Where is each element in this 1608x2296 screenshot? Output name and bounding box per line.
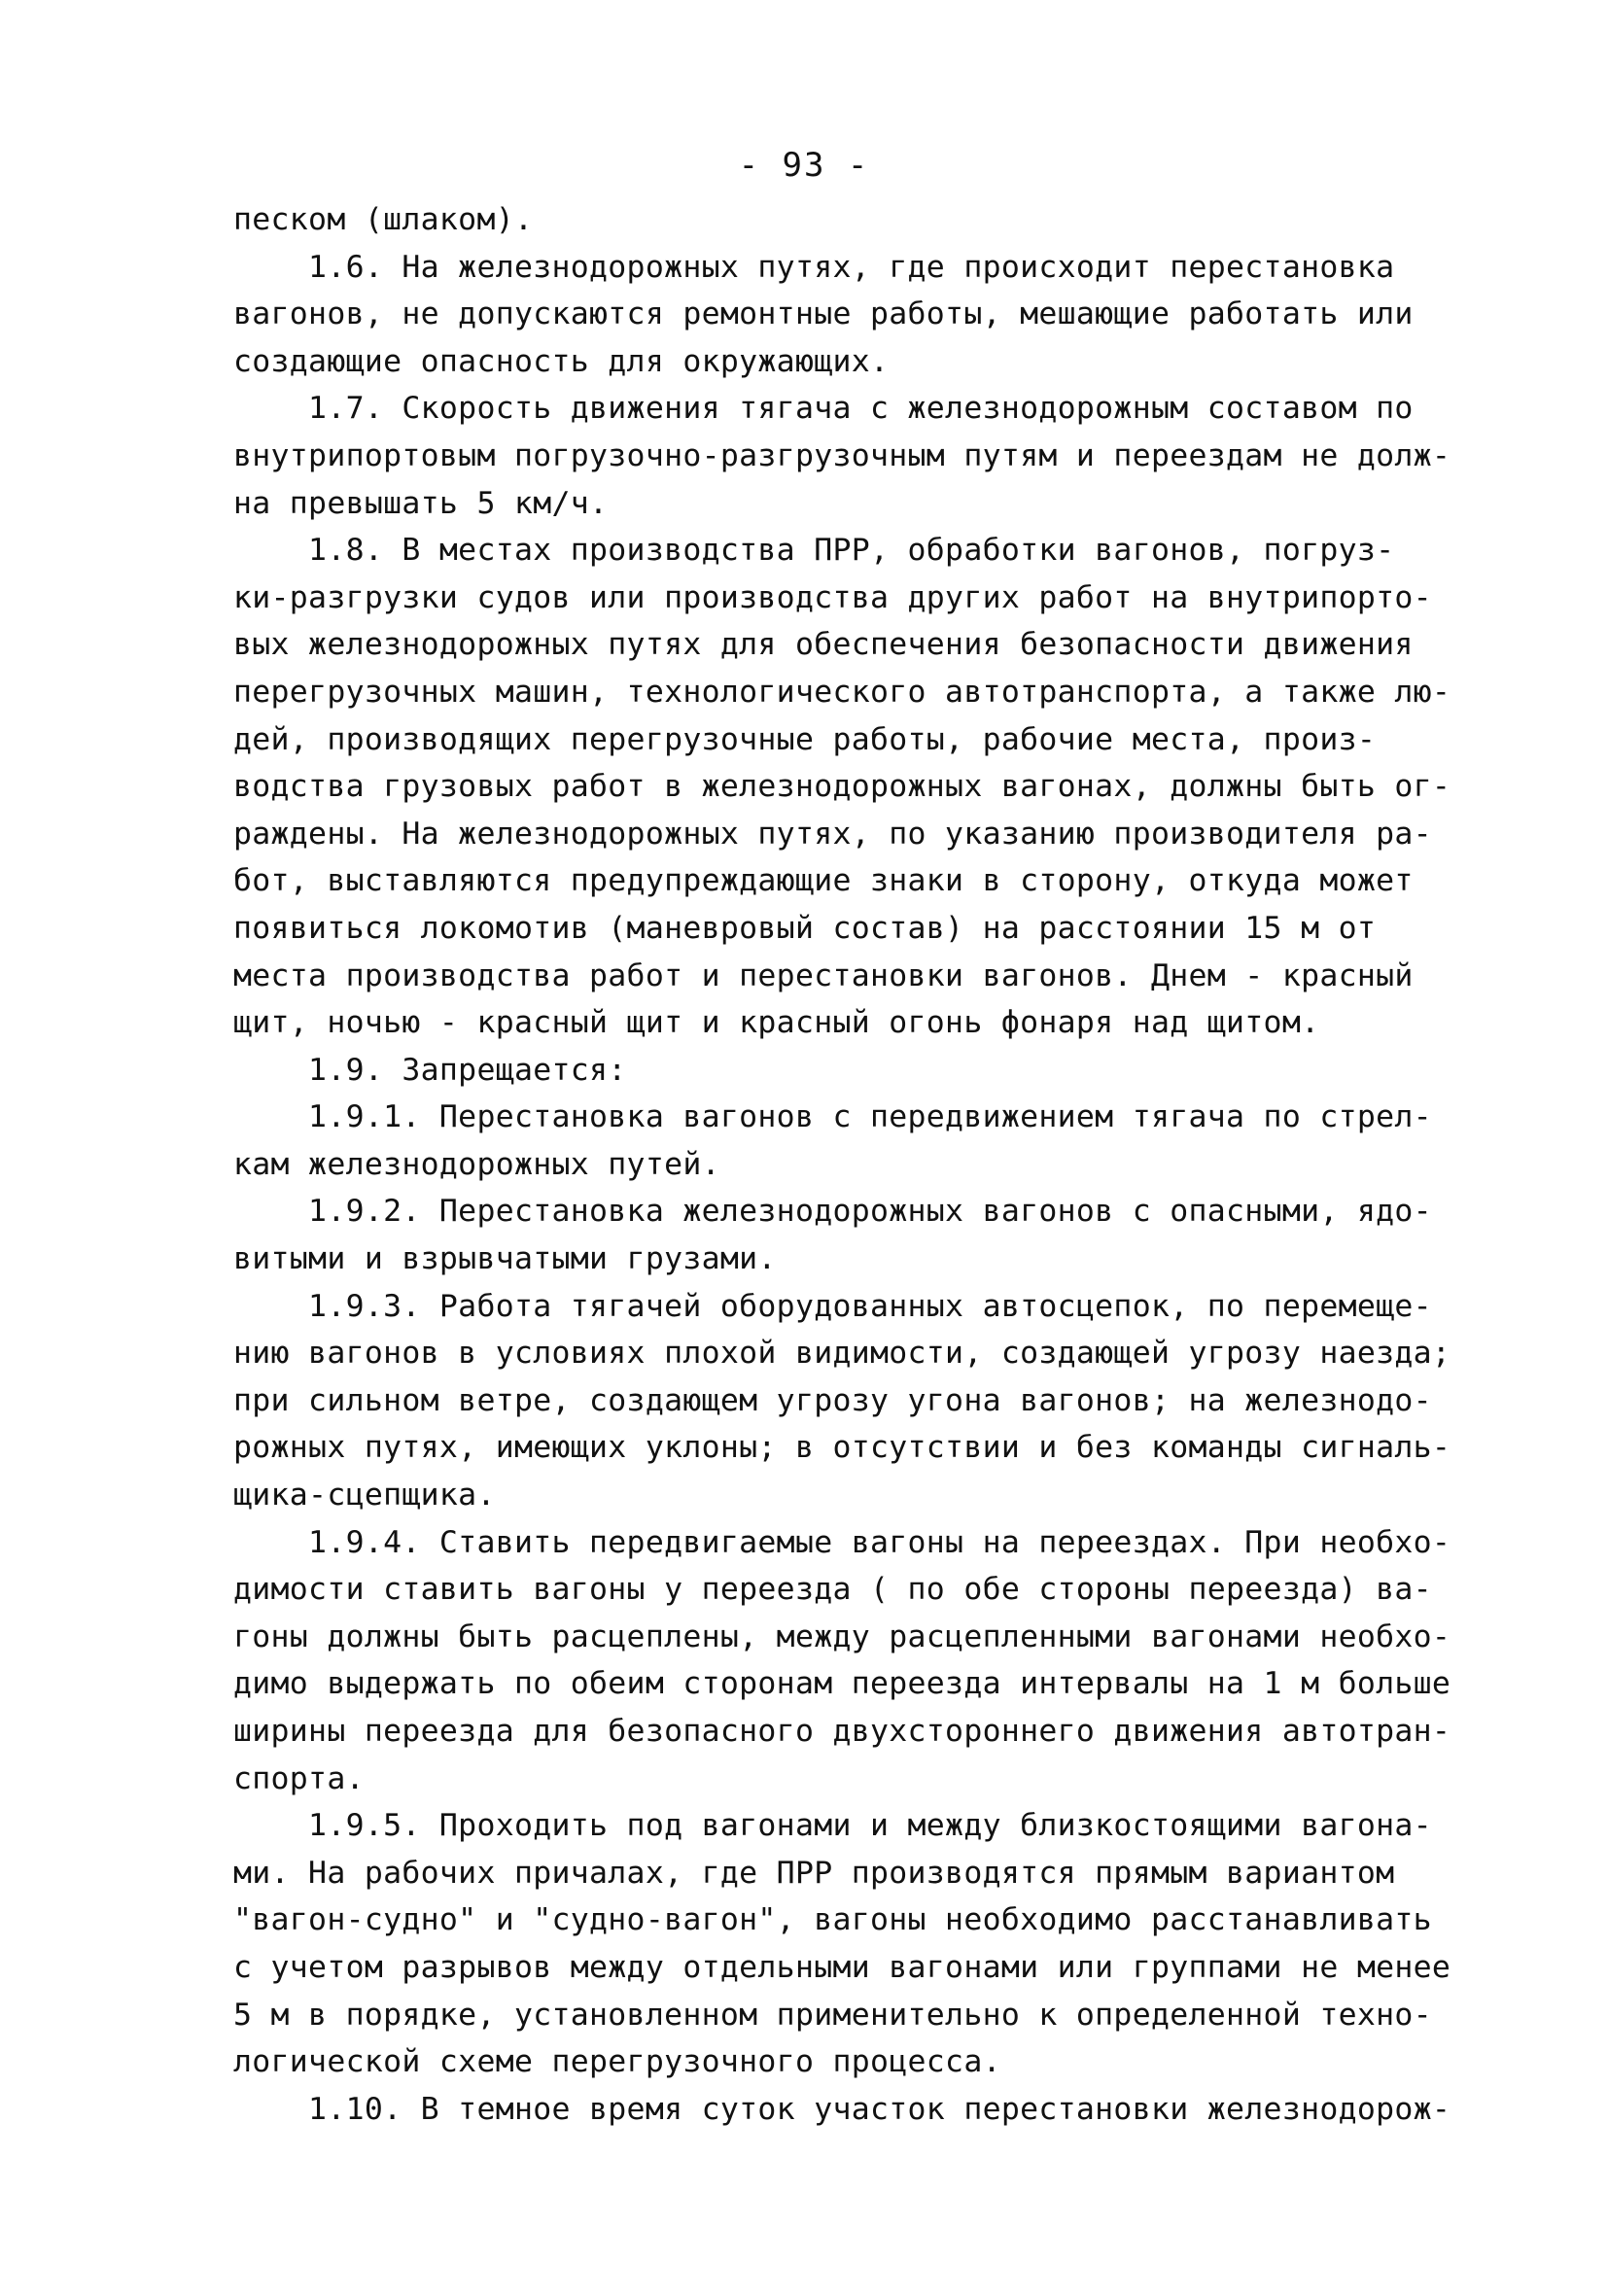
text-line: 1.10. В темное время суток участок перестановки железнодорож- <box>233 2091 1451 2127</box>
text-line: 1.9.2. Перестановка железнодорожных вагонов с опасными, ядо- <box>233 1194 1432 1230</box>
text-line: раждены. На железнодорожных путях, по указанию производителя ра- <box>233 816 1432 852</box>
text-line: логической схеме перегрузочного процесса. <box>233 2044 1001 2080</box>
text-line: 1.9.5. Проходить под вагонами и между близкостоящими вагона- <box>233 1808 1432 1844</box>
text-line: 1.8. В местах производства ПРР, обработки вагонов, погруз- <box>233 533 1395 569</box>
page-number: - 93 - <box>738 146 870 185</box>
text-line: "вагон-судно" и "судно-вагон", вагоны необходимо расстанавливать <box>233 1902 1432 1938</box>
text-line: 1.9.4. Ставить передвигаемые вагоны на переездах. При необхо- <box>233 1524 1451 1560</box>
text-line: димости ставить вагоны у переезда ( по обе стороны переезда) ва- <box>233 1572 1432 1608</box>
text-line: 5 м в порядке, установленном применительно к определенной техно- <box>233 1997 1432 2033</box>
text-line: димо выдержать по обеим сторонам переезда интервалы на 1 м больше <box>233 1666 1451 1702</box>
text-line: ки-разгрузки судов или производства других работ на внутрипорто- <box>233 579 1432 615</box>
text-line: 1.9. Запрещается: <box>233 1052 627 1088</box>
text-line: ми. На рабочих причалах, где ПРР производятся прямым вариантом <box>233 1855 1395 1891</box>
text-line: дей, производящих перегрузочные работы, рабочие места, произ- <box>233 721 1377 757</box>
text-line: создающие опасность для окружающих. <box>233 343 890 379</box>
text-line: 1.9.3. Работа тягачей оборудованных автосцепок, по перемеще- <box>233 1288 1432 1324</box>
text-line: песком (шлаком). <box>233 202 534 237</box>
text-line: спорта. <box>233 1760 365 1796</box>
text-line: ширины переезда для безопасного двухстороннего движения автотран- <box>233 1714 1451 1749</box>
text-line: рожных путях, имеющих уклоны; в отсутствии и без команды сигналь- <box>233 1430 1451 1466</box>
text-line: 1.9.1. Перестановка вагонов с передвижением тягача по стрел- <box>233 1099 1432 1135</box>
text-line: нию вагонов в условиях плохой видимости, создающей угрозу наезда; <box>233 1336 1451 1372</box>
text-line: внутрипортовым погрузочно-разгрузочным путям и переездам не долж- <box>233 437 1451 473</box>
text-line: щика-сцепщика. <box>233 1478 496 1513</box>
text-line: витыми и взрывчатыми грузами. <box>233 1241 777 1277</box>
text-line: гоны должны быть расцеплены, между расцепленными вагонами необхо- <box>233 1618 1451 1654</box>
text-line: перегрузочных машин, технологического автотранспорта, а также лю- <box>233 674 1451 710</box>
text-line: на превышать 5 км/ч. <box>233 485 609 521</box>
text-line: с учетом разрывов между отдельными вагонами или группами не менее <box>233 1949 1451 1985</box>
text-line: места производства работ и перестановки вагонов. Днем - красный <box>233 957 1414 993</box>
text-line: бот, выставляются предупреждающие знаки в сторону, откуда может <box>233 863 1414 899</box>
text-line: 1.6. На железнодорожных путях, где происходит перестановка <box>233 249 1395 285</box>
text-line: кам железнодорожных путей. <box>233 1146 720 1182</box>
text-line: щит, ночью - красный щит и красный огонь фонаря над щитом. <box>233 1005 1320 1041</box>
text-line: появиться локомотив (маневровый состав) на расстоянии 15 м от <box>233 910 1377 946</box>
text-line: водства грузовых работ в железнодорожных вагонах, должны быть ог- <box>233 769 1451 805</box>
text-line: вых железнодорожных путях для обеспечения безопасности движения <box>233 627 1414 663</box>
text-line: при сильном ветре, создающем угрозу угона вагонов; на железнодо- <box>233 1382 1432 1418</box>
text-line: вагонов, не допускаются ремонтные работы, мешающие работать или <box>233 296 1414 332</box>
document-body <box>233 196 1451 2133</box>
text-line: 1.7. Скорость движения тягача с железнодорожным составом по <box>233 391 1414 427</box>
